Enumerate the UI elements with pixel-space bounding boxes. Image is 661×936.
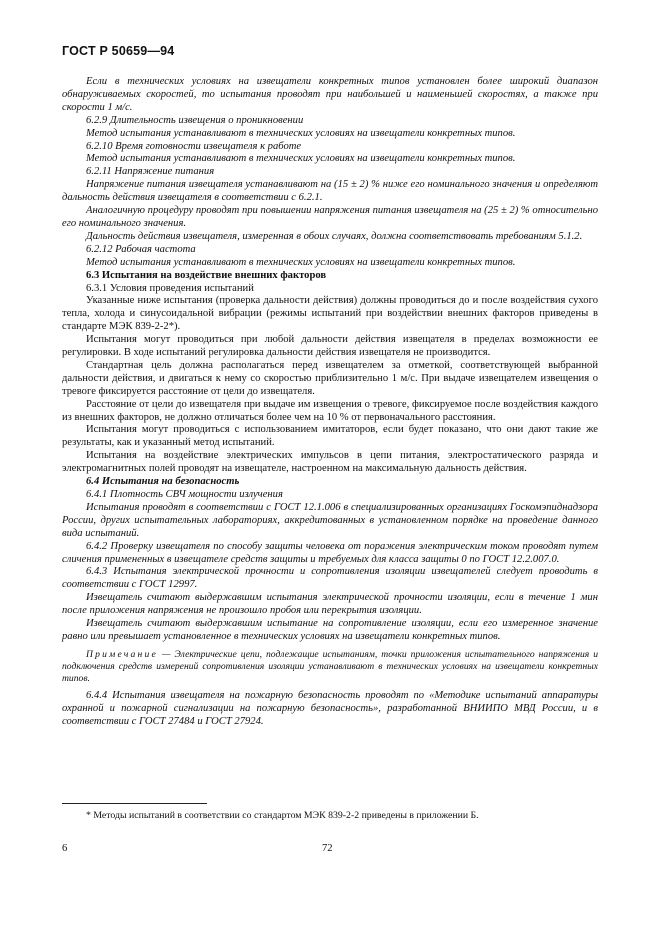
section-heading: 6.4 Испытания на безопасность <box>86 476 240 488</box>
footnote-divider <box>62 803 207 804</box>
subsection-heading: 6.4.1 Плотность СВЧ мощности излучения <box>86 489 283 500</box>
paragraph: Метод испытания устанавливают в технических условиях на извещатели конкретных типов. <box>86 127 516 139</box>
paragraph: Извещатель считают выдержавшим испытание на сопротивление изоляции, если его измеренное значение равно или превышает установленное в технических условиях на извещатели конкретных типов. <box>62 618 598 642</box>
paragraph: Расстояние от цели до извещателя при выдаче им извещения о тревоге, фиксируемое после воздействия каждого из внешних факторов, не должно отличаться более чем на 10 % от первоначального расстояния. <box>62 398 598 423</box>
paragraph: 6.4.2 Проверку извещателя по способу защиты человека от поражения электрическим током проводят путем сличения примененных в извещателе средств защиты и требуемых для класса защиты 0 по ГОСТ 12.2.007.0. <box>62 540 598 565</box>
subsection-heading: 6.2.11 Напряжение питания <box>86 166 215 178</box>
paragraph: 6.4.4 Испытания извещателя на пожарную безопасность проводят по «Методике испытаний аппаратуры охранной и пожарной сигнализации на пожарную безопасность», разработанной ВНИИПО МВД России, и в соответствии с ГОСТ 27484 и ГОСТ 27924. <box>62 689 598 727</box>
subsection-heading: 6.2.10 Время готовности извещателя к работе <box>86 140 302 152</box>
note <box>62 649 598 685</box>
paragraph: Дальность действия извещателя, измеренная в обоих случаях, должна соответствовать требованиям 5.1.2. <box>86 230 583 242</box>
paragraph: Испытания могут проводиться с использованием имитаторов, если будет показано, что они дают такие же результаты, как и указанный метод испытаний. <box>62 424 598 449</box>
paragraph: Метод испытания устанавливают в технических условиях на извещатели конкретных типов. <box>86 256 516 268</box>
document-body <box>62 76 598 729</box>
paragraph: Испытания могут проводиться при любой дальности действия извещателя в пределах возможности ее регулировки. В ходе испытаний регулировка дальности действия извещателя не производится. <box>62 334 598 359</box>
subsection-heading: 6.3.1 Условия проведения испытаний <box>86 282 254 294</box>
paragraph: Если в технических условиях на извещатели конкретных типов установлен более широкий диапазон обнаруживаемых скоростей, то испытания проводят при наибольшей и наименьшей скоростях, а также при скорости 1 м/с. <box>62 76 598 113</box>
paragraph: Напряжение питания извещателя устанавливают на (15 ± 2) % ниже его номинального значения и определяют дальность действия извещателя в соответствии с 6.2.1. <box>62 179 598 204</box>
paragraph: Испытания на воздействие электрических импульсов в цепи питания, электростатического разряда и электромагнитных полей проводят на извещателе, настроенном на максимальную дальность действия. <box>62 450 598 475</box>
subsection-heading: 6.2.9 Длительность извещения о проникновении <box>86 114 304 126</box>
paragraph: Указанные ниже испытания (проверка дальности действия) должны проводиться до и после воздействия сухого тепла, холода и синусоидальной вибрации (режимы испытаний при воздействии внешних факторов приведены в стандарте МЭК 839-2-2*). <box>62 295 598 333</box>
section-heading: 6.3 Испытания на воздействие внешних факторов <box>86 269 327 281</box>
paragraph: Метод испытания устанавливают в технических условиях на извещатели конкретных типов. <box>86 153 516 165</box>
paragraph: 6.4.3 Испытания электрической прочности и сопротивления изоляции извещателей следует проводить в соответствии с ГОСТ 12997. <box>62 566 598 591</box>
footnote: * Методы испытаний в соответствии со стандартом МЭК 839-2-2 приведены в приложении Б. <box>86 810 479 821</box>
paragraph: Извещатель считают выдержавшим испытания электрической прочности изоляции, если в течение 1 мин после приложения напряжения не произошло пробоя или перекрытия изоляции. <box>62 592 598 617</box>
subsection-heading: 6.2.12 Рабочая частота <box>86 243 196 255</box>
page-number-center: 72 <box>322 843 333 854</box>
page-header: ГОСТ Р 50659—94 <box>62 44 175 58</box>
paragraph: Стандартная цель должна располагаться перед извещателем за отметкой, соответствующей выбранной дальности действия, и двигаться к нему со скоростью приблизительно 1 м/с. При выдаче извещателем извещения о тревоге фиксируется расстояние от цели до извещателя. <box>62 359 598 397</box>
page-number-left: 6 <box>62 843 68 854</box>
paragraph: Аналогичную процедуру проводят при повышении напряжения питания извещателя на (25 ± 2) % относительно его номинального значения. <box>62 205 598 229</box>
note-text: — Электрические цепи, подлежащие испытаниям, точки приложения испытательного напряжения и подключения средств измерений сопротивления изоляции устанавливают в технических условиях на извещатели конкретных типов. <box>62 648 598 684</box>
note-label: Примечание <box>86 648 158 660</box>
paragraph: Испытания проводят в соответствии с ГОСТ 12.1.006 в специализированных организациях Госкомэпиднадзора России, других испытательных лабораториях, аккредитованных в установленном порядке на проведение данного вида испытаний. <box>62 501 598 539</box>
